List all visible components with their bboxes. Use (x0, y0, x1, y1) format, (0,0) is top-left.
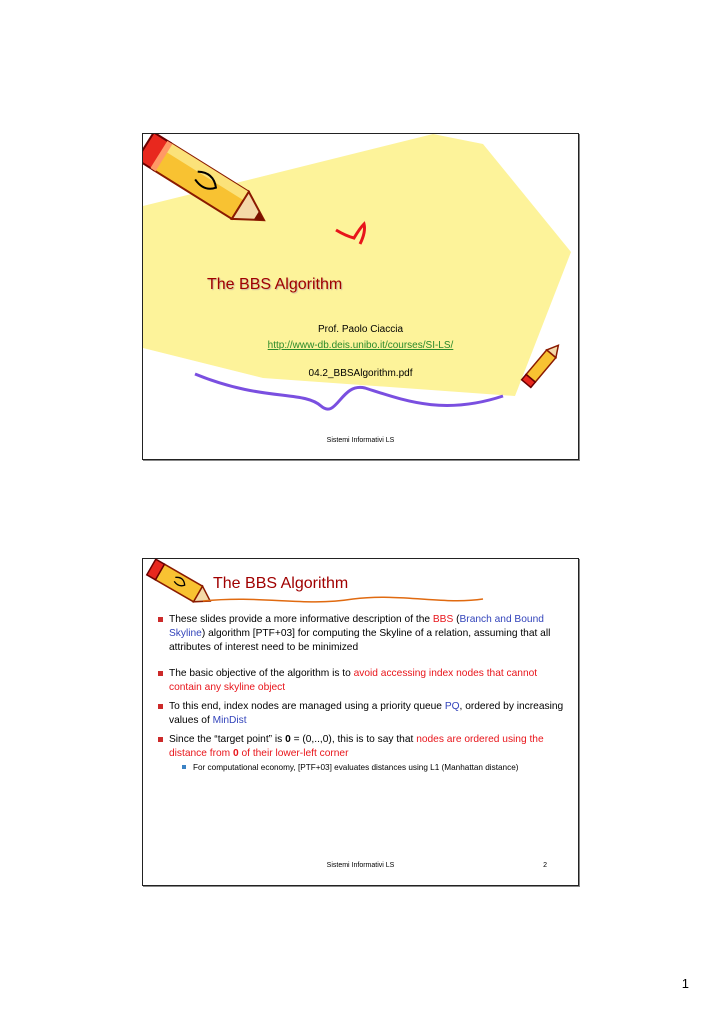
bullet-item: These slides provide a more informative description of the BBS (Branch and Bound Skyline) algorithm [PTF+03] for computing the Skyline of a relation, assuming that all attributes of interest need to be minimized (157, 613, 567, 655)
bullet-item: To this end, index nodes are managed using a priority queue PQ, ordered by increasing values of MinDist (157, 700, 567, 728)
title-underline (203, 597, 483, 602)
bullet-item: The basic objective of the algorithm is to avoid accessing index nodes that cannot contain any skyline object (157, 667, 567, 695)
title-slide (142, 133, 579, 460)
slide-decoration (143, 134, 578, 459)
slide-footer: Sistemi Informativi LS (326, 862, 395, 869)
slide-body (157, 613, 567, 778)
slide-header-decoration (143, 559, 578, 619)
page-number: 1 (681, 976, 689, 991)
bullet-item: Since the “target point” is 0 = (0,..,0), this is to say that nodes are ordered using the distance from 0 of their lower-left corner For computational economy, [PTF+03] evaluates distances using L1 (Manhattan distance) (157, 733, 567, 773)
sub-bullet-item: For computational economy, [PTF+03] evaluates distances using L1 (Manhattan distance) (169, 762, 567, 773)
slide-number: 2 (543, 862, 547, 869)
author-name: Prof. Paolo Ciaccia (317, 324, 404, 335)
slide-title: The BBS Algorithm (207, 276, 343, 293)
file-name: 04.2_BBSAlgorithm.pdf (308, 368, 413, 379)
content-slide (142, 558, 579, 886)
slide-footer: Sistemi Informativi LS (326, 437, 395, 444)
slide-title: The BBS Algorithm (213, 575, 349, 592)
course-link[interactable]: http://www-db.deis.unibo.it/courses/SI-LS/ (267, 340, 454, 351)
